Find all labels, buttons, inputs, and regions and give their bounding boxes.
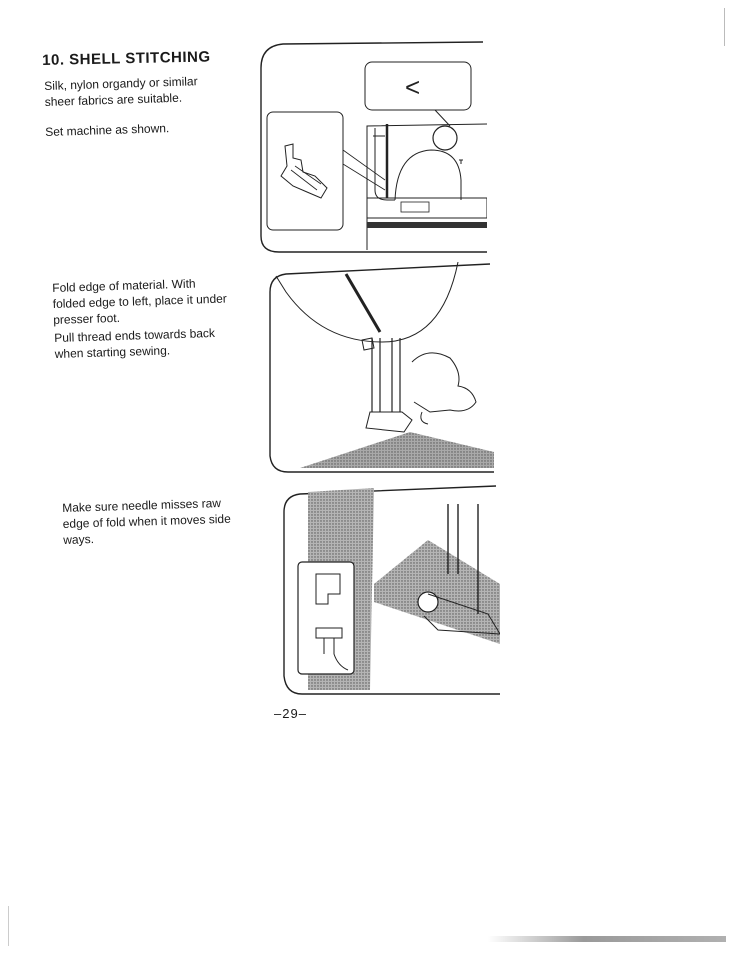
instruction-line: Silk, nylon organdy or similar (44, 74, 198, 93)
instruction-fabric (44, 72, 235, 110)
instruction-line: folded edge to left, place it under (52, 291, 228, 311)
dial-symbol: < (405, 72, 421, 102)
instruction-fold-edge (52, 274, 243, 328)
instruction-needle-edge (62, 494, 253, 548)
needle-edge-figure (278, 484, 500, 696)
scan-edge-line (8, 906, 9, 946)
scan-shadow (488, 936, 726, 942)
scan-edge-line (724, 8, 725, 46)
instruction-line: Set machine as shown. (45, 121, 170, 139)
instruction-pull-thread (54, 324, 245, 362)
machine-setup-figure (255, 40, 487, 255)
section-title: 10. SHELL STITCHING (42, 48, 211, 69)
instruction-line: edge of fold when it moves side (62, 511, 232, 531)
instruction-line: Fold edge of material. With (52, 276, 196, 295)
page-number: –29– (274, 706, 307, 721)
instruction-line: sheer fabrics are suitable. (44, 90, 183, 109)
fold-fabric-figure (262, 262, 494, 474)
instruction-line: ways. (63, 532, 95, 547)
instruction-line: presser foot. (53, 310, 121, 327)
instruction-line: Make sure needle misses raw (62, 496, 222, 515)
instruction-line: when starting sewing. (54, 343, 171, 361)
instruction-line: Pull thread ends towards back (54, 325, 216, 345)
instruction-set-machine (45, 118, 235, 140)
